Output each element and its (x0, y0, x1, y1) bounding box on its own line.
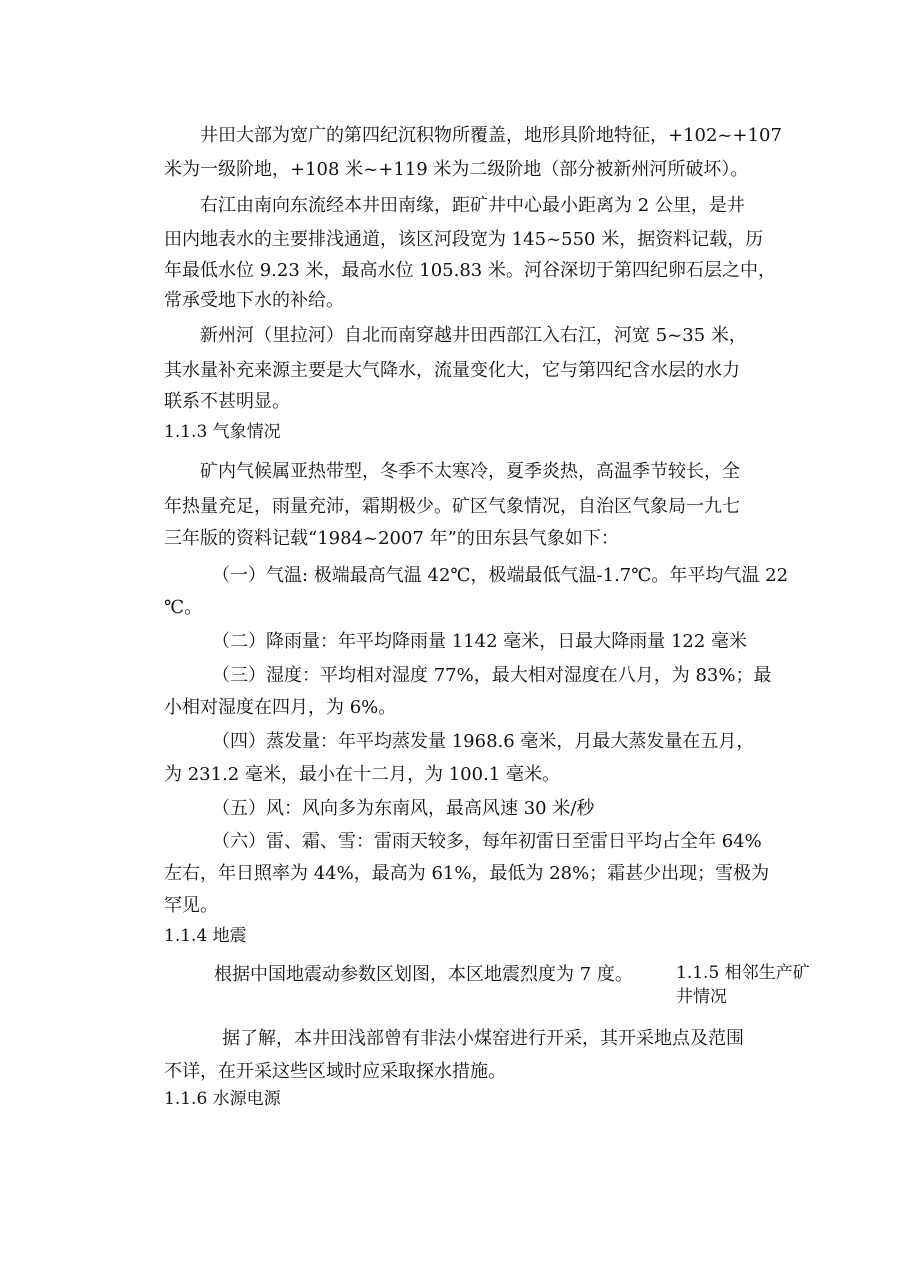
youjiang-line-3: 年最低水位 9.23 米，最高水位 105.83 米。河谷深切于第四纪卵石层之中， (164, 260, 776, 281)
climate-item-humidity-line-1: （三）湿度：平均相对湿度 77%，最大相对湿度在八月，为 83%；最 (212, 665, 772, 686)
neighbor-mine-line-2: 不详，在开采这些区域时应采取探水措施。 (164, 1061, 506, 1082)
climate-item-temperature-line-2: ℃。 (164, 597, 203, 618)
section-heading-1-1-3: 1.1.3 气象情况 (164, 422, 281, 442)
section-heading-1-1-6: 1.1.6 水源电源 (164, 1089, 281, 1109)
xinzhou-line-1: 新州河（里拉河）自北而南穿越井田西部江入右江，河宽 5~35 米， (200, 325, 747, 346)
climate-item-rainfall: （二）降雨量：年平均降雨量 1142 毫米，日最大降雨量 122 毫米 (212, 631, 748, 652)
youjiang-line-1: 右江由南向东流经本井田南缘，距矿井中心最小距离为 2 公里，是井 (200, 195, 745, 216)
xinzhou-line-2: 其水量补充来源主要是大气降水，流量变化大，它与第四纪含水层的水力 (164, 360, 740, 381)
section-heading-1-1-5: 1.1.5 相邻生产矿井情况 (676, 963, 810, 1007)
climate-item-humidity-line-2: 小相对湿度在四月，为 6%。 (164, 697, 397, 718)
earthquake-text: 根据中国地震动参数区划图，本区地震烈度为 7 度。 (214, 964, 633, 985)
climate-intro-line-1: 矿内气候属亚热带型，冬季不太寒冷，夏季炎热，高温季节较长，全 (200, 461, 740, 482)
climate-item-evaporation-line-1: （四）蒸发量：年平均蒸发量 1968.6 毫米，月最大蒸发量在五月， (212, 731, 755, 752)
climate-item-thunder-line-2: 左右，年日照率为 44%，最高为 61%，最低为 28%；霜甚少出现；雪极为 (164, 863, 770, 884)
climate-item-evaporation-line-2: 为 231.2 毫米，最小在十二月，为 100.1 毫米。 (164, 764, 560, 785)
terrain-line-1: 井田大部为宽广的第四纪沉积物所覆盖，地形具阶地特征，+102~+107 (200, 125, 782, 146)
climate-item-temperature-line-1: （一）气温: 极端最高气温 42℃，极端最低气温-1.7℃。年平均气温 22 (212, 565, 789, 586)
climate-item-thunder-line-1: （六）雷、霜、雪：雷雨天较多，每年初雷日至雷日平均占全年 64% (212, 831, 762, 852)
neighbor-mine-line-1: 据了解，本井田浅部曾有非法小煤窑进行开采，其开采地点及范围 (222, 1028, 744, 1049)
terrain-line-2: 米为一级阶地，+108 米~+119 米为二级阶地（部分被新州河所破坏）。 (164, 159, 749, 180)
climate-intro-line-2: 年热量充足，雨量充沛，霜期极少。矿区气象情况，自治区气象局一九七 (164, 496, 740, 517)
youjiang-line-4: 常承受地下水的补给。 (164, 290, 344, 311)
youjiang-line-2: 田内地表水的主要排浅通道，该区河段宽为 145~550 米，据资料记载，历 (164, 229, 764, 250)
section-heading-1-1-4: 1.1.4 地震 (164, 926, 247, 946)
xinzhou-line-3: 联系不甚明显。 (164, 391, 290, 412)
climate-item-wind: （五）风：风向多为东南风，最高风速 30 米/秒 (212, 798, 595, 819)
climate-item-thunder-line-3: 罕见。 (164, 895, 218, 916)
climate-intro-line-3: 三年版的资料记载“1984~2007 年”的田东县气象如下： (164, 528, 619, 549)
